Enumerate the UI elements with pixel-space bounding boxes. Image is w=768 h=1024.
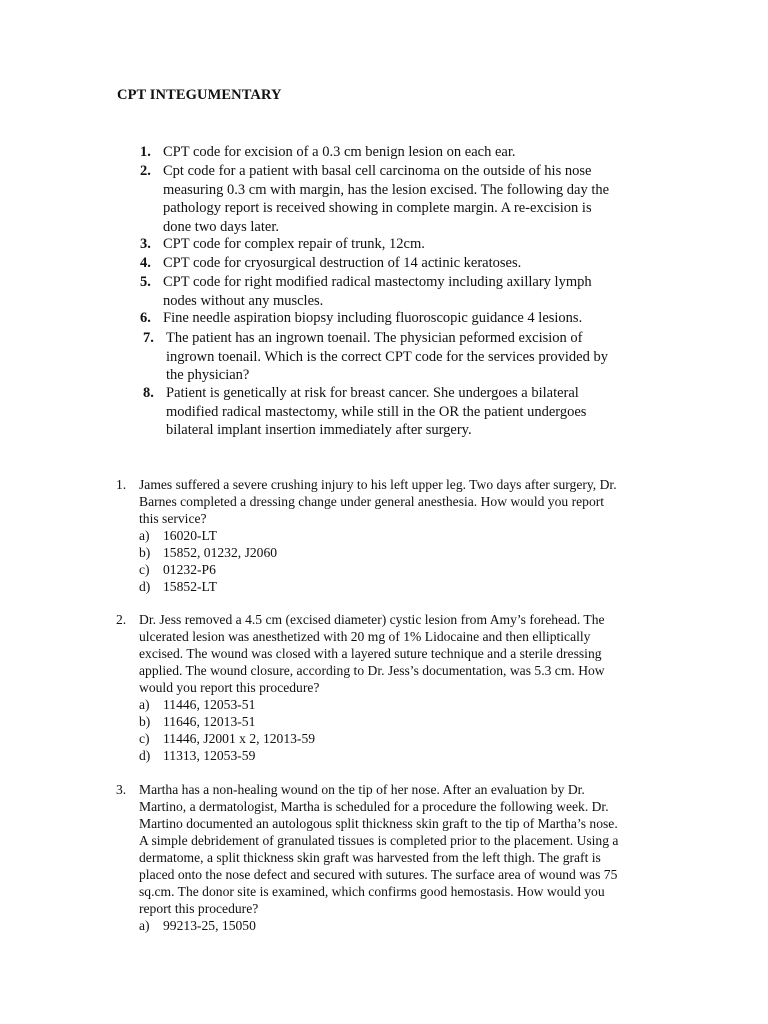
option-text: 15852-LT [163,579,217,594]
question-number: 2. [116,612,127,627]
answer-option[interactable] [139,696,676,713]
answer-option[interactable] [139,578,676,595]
question-text-line: ulcerated lesion was anesthetized with 20 mg of 1% Lidocaine and then elliptically [139,629,591,644]
question-text-line: ingrown toenail. Which is the correct CPT code for the services provided by [166,348,608,365]
question-text-line: measuring 0.3 cm with margin, has the lesion excised. The following day the [163,181,610,198]
question-text-line: Barnes completed a dressing change under general anesthesia. How would you report [139,494,605,509]
option-text: 11446, J2001 x 2, 12013-59 [163,731,316,746]
option-letter: a) [139,697,150,712]
question-text-line: pathology report is received showing in complete margin. A re-excision is [163,200,592,217]
mc-question-item [116,476,676,595]
question-number: 1. [116,477,127,492]
question-text-line: CPT code for excision of a 0.3 cm benign lesion on each ear. [163,144,516,160]
question-text-line: CPT code for cryosurgical destruction of 14 actinic keratoses. [163,255,522,271]
option-text: 16020-LT [163,528,217,543]
question-number: 3. [116,782,127,797]
option-text: 01232-P6 [163,562,216,577]
answer-option[interactable] [139,544,676,561]
question-text-line: nodes without any muscles. [163,292,324,309]
mc-question-item [116,611,676,764]
answer-option[interactable] [139,561,676,578]
question-text-line: modified radical mastectomy, while still in the OR the patient undergoes [166,403,587,420]
question-text-line: would you report this procedure? [139,680,320,695]
question-number: 5. [140,274,151,290]
option-text: 11446, 12053-51 [163,697,256,712]
question-text-line: bilateral implant insertion immediately after surgery. [166,422,472,439]
option-text: 99213-25, 15050 [163,918,256,933]
option-letter: c) [139,562,150,577]
answer-option[interactable] [139,713,676,730]
question-text-line: this service? [139,511,207,526]
answer-option[interactable] [139,730,676,747]
question-text-line: James suffered a severe crushing injury to his left upper leg. Two days after surgery, Dr. [139,477,617,492]
question-number: 7. [143,330,154,346]
question-text-line: dermatome, a split thickness skin graft was harvested from the left thigh. The graft is [139,850,601,865]
option-letter: d) [139,748,151,763]
option-letter: d) [139,579,151,594]
question-text-line: applied. The wound closure, according to Dr. Jess’s documentation, was 5.3 cm. How [139,663,605,678]
question-number: 3. [140,236,151,252]
question-text-line: Dr. Jess removed a 4.5 cm (excised diameter) cystic lesion from Amy’s forehead. The [139,612,605,627]
question-text-line: Martino, a dermatologist, Martha is scheduled for a procedure the following week. Dr. [139,799,609,814]
question-text-line: excised. The wound was closed with a layered suture technique and a sterile dressing [139,646,602,661]
question-text-line: A simple debridement of granulated tissues is completed prior to the placement. Using a [139,833,619,848]
question-text-line: report this procedure? [139,901,259,916]
page-title: CPT INTEGUMENTARY [117,87,282,103]
question-text-line: done two days later. [163,218,279,235]
option-letter: b) [139,545,151,560]
question-text-line: Martha has a non-healing wound on the tip of her nose. After an evaluation by Dr. [139,782,585,797]
question-number: 1. [140,144,151,160]
question-text-line: The patient has an ingrown toenail. The physician peformed excision of [166,330,583,346]
question-text-line: Martino documented an autologous split thickness skin graft to the tip of Martha’s nose. [139,816,618,831]
option-text: 15852, 01232, J2060 [163,545,278,560]
question-text-line: placed onto the nose defect and secured with sutures. The surface area of wound was 75 [139,867,618,882]
question-text-line: Fine needle aspiration biopsy including fluoroscopic guidance 4 lesions. [163,310,583,326]
option-text: 11313, 12053-59 [163,748,256,763]
question-number: 2. [140,163,151,179]
question-text-line: Cpt code for a patient with basal cell carcinoma on the outside of his nose [163,163,592,179]
option-text: 11646, 12013-51 [163,714,256,729]
question-number: 8. [143,385,154,401]
answer-option[interactable] [139,747,676,764]
question-text-line: Patient is genetically at risk for breast cancer. She undergoes a bilateral [166,385,579,401]
option-letter: b) [139,714,151,729]
question-text-line: CPT code for complex repair of trunk, 12cm. [163,236,425,252]
answer-option[interactable] [139,527,676,544]
answer-option[interactable] [139,917,676,934]
mc-question-item [116,781,676,934]
question-text-line: CPT code for right modified radical mastectomy including axillary lymph [163,274,592,290]
question-text-line: the physician? [166,367,250,384]
question-text-line: sq.cm. The donor site is examined, which confirms good hemostasis. How would you [139,884,605,899]
option-letter: a) [139,528,150,543]
option-letter: a) [139,918,150,933]
question-number: 4. [140,255,151,271]
option-letter: c) [139,731,150,746]
question-number: 6. [140,310,151,326]
